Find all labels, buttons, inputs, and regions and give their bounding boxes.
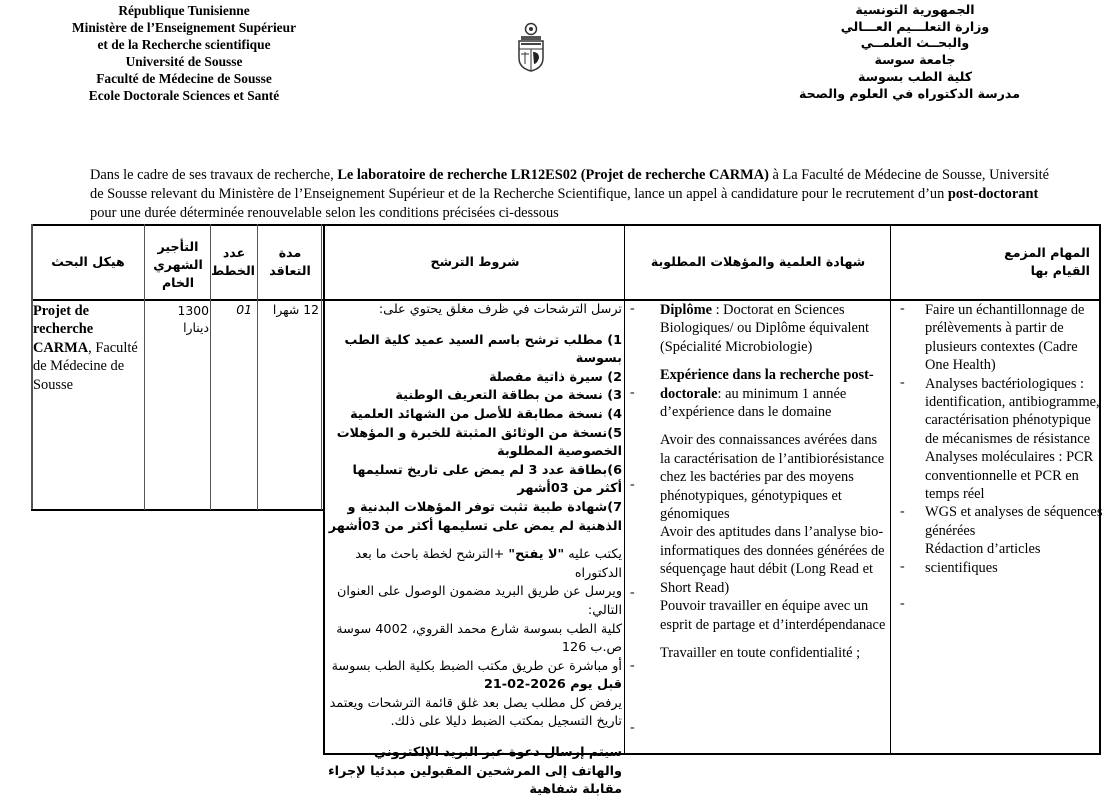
cell-duration: 12 شهرا bbox=[272, 302, 319, 317]
qualification-text: : Doctorat en Sciences Biologiques/ ou Diplôme équivalent (Spécialité Microbiologie) bbox=[660, 302, 870, 355]
project-name: Projet de recherche CARMA bbox=[33, 303, 94, 356]
bullet-dash: - bbox=[900, 596, 905, 611]
bullet-dash: - bbox=[900, 504, 905, 519]
do-not-open: "لا يفتح" bbox=[508, 547, 565, 563]
condition-item: 1) مطلب ترشح باسم السيد عميد كلية الطب بسوسة bbox=[344, 332, 622, 367]
salary-amount: 1300 bbox=[177, 303, 209, 318]
condition-item: 4) نسخة مطابقة للأصل من الشهائد العلمية bbox=[350, 406, 622, 422]
direct-delivery: أو مباشرة عن طريق مكتب الضبط بكلية الطب بسوسة bbox=[331, 658, 622, 674]
cell-salary bbox=[152, 302, 209, 336]
header-fr-line: Ministère de l’Enseignement Supérieur bbox=[71, 20, 297, 35]
header-salary: التأجير الشهري الخام bbox=[153, 239, 203, 290]
header-fr-line: Faculté de Médecine de Sousse bbox=[96, 71, 272, 86]
header-structure: هيكل البحث bbox=[51, 254, 125, 269]
table-border bbox=[31, 224, 1101, 226]
header-ar-line: جامعة سوسة bbox=[874, 52, 956, 68]
tunisia-coat-of-arms-icon bbox=[515, 22, 547, 72]
condition-item: 5)نسخة من الوثائق المثبتة للخبرة و المؤهلات الخصوصية المطلوبة bbox=[336, 425, 622, 460]
qualification-item: Travailler en toute confidentialité ; bbox=[660, 644, 861, 661]
table-border bbox=[321, 224, 322, 510]
mail-instruction: ويرسل عن طريق البريد مضمون الوصول على العنوان التالي: bbox=[337, 584, 622, 618]
qualification-item: Pouvoir travailler en équipe avec un esprit de partage et d’interdépendanace bbox=[660, 598, 886, 633]
task-item: Analyses bactériologiques : identification, antibiogramme, caractérisation phénotypique de mécanismes de résistance bbox=[925, 375, 1100, 447]
table-border bbox=[624, 224, 625, 754]
lab-name: Le laboratoire de recherche LR12ES02 (Projet de recherche CARMA) bbox=[337, 167, 769, 183]
task-item: Faire un échantillonnage de prélèvements à partir de plusieurs contextes (Cadre One Health) bbox=[925, 302, 1085, 374]
intro-text: Dans le cadre de ses travaux de recherche, bbox=[90, 167, 338, 183]
header-ar-line: وزارة التعلـــيم العـــالي bbox=[840, 18, 990, 34]
task-item: Rédaction d’articles scientifiques bbox=[925, 541, 1041, 576]
deadline: قبل يوم 2026-02-21 bbox=[483, 677, 622, 693]
bullet-dash: - bbox=[900, 559, 905, 574]
conditions-intro: ترسل الترشحات في ظرف مغلق يحتوي على: bbox=[378, 302, 622, 317]
intro-text: pour une durée déterminée renouvelable selon les conditions précisées ci-dessous bbox=[90, 205, 559, 221]
condition-item: 3) نسخة من بطاقة التعريف الوطنية bbox=[395, 388, 622, 404]
cell-structure bbox=[33, 302, 145, 394]
bullet-dash: - bbox=[630, 658, 635, 673]
header-french bbox=[60, 2, 308, 104]
intro-paragraph bbox=[90, 166, 1050, 223]
bullet-dash: - bbox=[630, 720, 635, 735]
header-plans: عدد الخطط bbox=[211, 245, 255, 278]
header-ar-line: الجمهورية التونسية bbox=[855, 2, 975, 17]
condition-item: 2) سيرة ذاتية مفصلة bbox=[489, 369, 622, 385]
qualification-text: : au minimum 1 année d’expérience dans le domaine bbox=[660, 385, 847, 421]
rejection-note: يرفض كل مطلب يصل بعد غلق قائمة الترشحات ويعتمد تاريخ التسجيل بمكتب الضبط دليلا على ذلك. bbox=[329, 695, 622, 730]
envelope-note bbox=[326, 546, 622, 583]
cell-conditions bbox=[326, 301, 622, 800]
cell-tasks bbox=[925, 301, 1105, 577]
table-border bbox=[890, 224, 891, 754]
header-ar-line: كلية الطب بسوسة bbox=[857, 68, 973, 84]
bullet-dash: - bbox=[630, 301, 635, 316]
header-duration: مدة التعاقد bbox=[269, 245, 311, 278]
salary-unit: دينارا bbox=[183, 320, 209, 335]
envelope-prefix: يكتب عليه bbox=[564, 547, 622, 563]
bullet-dash: - bbox=[900, 301, 905, 316]
header-tasks: المهام المزمع القيام بها bbox=[1004, 245, 1090, 278]
qualification-label: Expérience dans la recherche post-doctorale bbox=[660, 367, 874, 402]
qualification-item bbox=[660, 301, 890, 356]
faculty-name: , Faculté de Médecine de Sousse bbox=[33, 339, 138, 393]
header-fr-line: Ecole Doctorale Sciences et Santé bbox=[88, 88, 280, 103]
bullet-dash: - bbox=[630, 585, 635, 600]
bullet-dash: - bbox=[630, 477, 635, 492]
interview-note: سيتم إرسال دعوة عبر البريد الإلكتروني والهاتف إلى المرشحين المقبولين مبدئيا لإجراء مقابلة شفاهية bbox=[328, 745, 622, 798]
cell-qualifications bbox=[660, 301, 890, 662]
qualification-item: Avoir des aptitudes dans l’analyse bio-informatiques des données générées de séquençage haut débit (Long Read et Short Read) bbox=[660, 524, 885, 596]
condition-item: 7)شهادة طبية تثبت توفر المؤهلات البدنية و الذهنية لم يمض على تسليمها أكثر من 03أشهر bbox=[328, 499, 622, 534]
table-border bbox=[31, 509, 324, 511]
qualification-label: Diplôme bbox=[660, 302, 712, 318]
header-fr-line: et de la Recherche scientifique bbox=[97, 37, 271, 52]
table-border bbox=[257, 224, 258, 510]
bullet-dash: - bbox=[630, 385, 635, 400]
header-fr-line: Université de Sousse bbox=[125, 54, 243, 69]
intro-text: à La Faculté de Médecine de Sousse, Université de Sousse relevant du Ministère de l’Enseignement Supérieur et de la Recherche Scientifique, lance un appel à candidature pour le recrutement d’un bbox=[90, 167, 1050, 202]
position-title: post-doctorant bbox=[947, 186, 1039, 202]
bullet-dash: - bbox=[900, 375, 905, 390]
header-conditions: شروط الترشح bbox=[430, 254, 520, 269]
table-border bbox=[323, 224, 325, 754]
header-ar-line: والبحــث العلمــي bbox=[860, 35, 970, 51]
task-item: WGS et analyses de séquences générées bbox=[925, 504, 1103, 539]
header-fr-line: République Tunisienne bbox=[118, 3, 250, 18]
header-arabic bbox=[799, 2, 1020, 102]
mail-address: كلية الطب بسوسة شارع محمد القروي، 4002 سوسة ص.ب 126 bbox=[336, 621, 622, 656]
condition-item: 6)بطاقة عدد 3 لم يمض على تاريخ تسليمها أكثر من 03أشهر bbox=[352, 462, 622, 497]
envelope-suffix: +الترشح لخطة باحث ما بعد الدكتوراه bbox=[355, 547, 622, 581]
qualification-item bbox=[660, 366, 890, 421]
task-item: Analyses moléculaires : PCR conventionnelle et PCR en temps réel bbox=[925, 449, 1094, 503]
header-qualifications: شهادة العلمية والمؤهلات المطلوبة bbox=[650, 254, 866, 269]
qualification-item: Avoir des connaissances avérées dans la caractérisation de l’antibiorésistance chez les bactéries par des moyens phénotypiques, génotypiques et génomiques bbox=[660, 432, 885, 523]
header-ar-line: مدرسة الدكتوراه في العلوم والصحة bbox=[799, 85, 1020, 101]
cell-plans: 01 bbox=[236, 302, 252, 317]
